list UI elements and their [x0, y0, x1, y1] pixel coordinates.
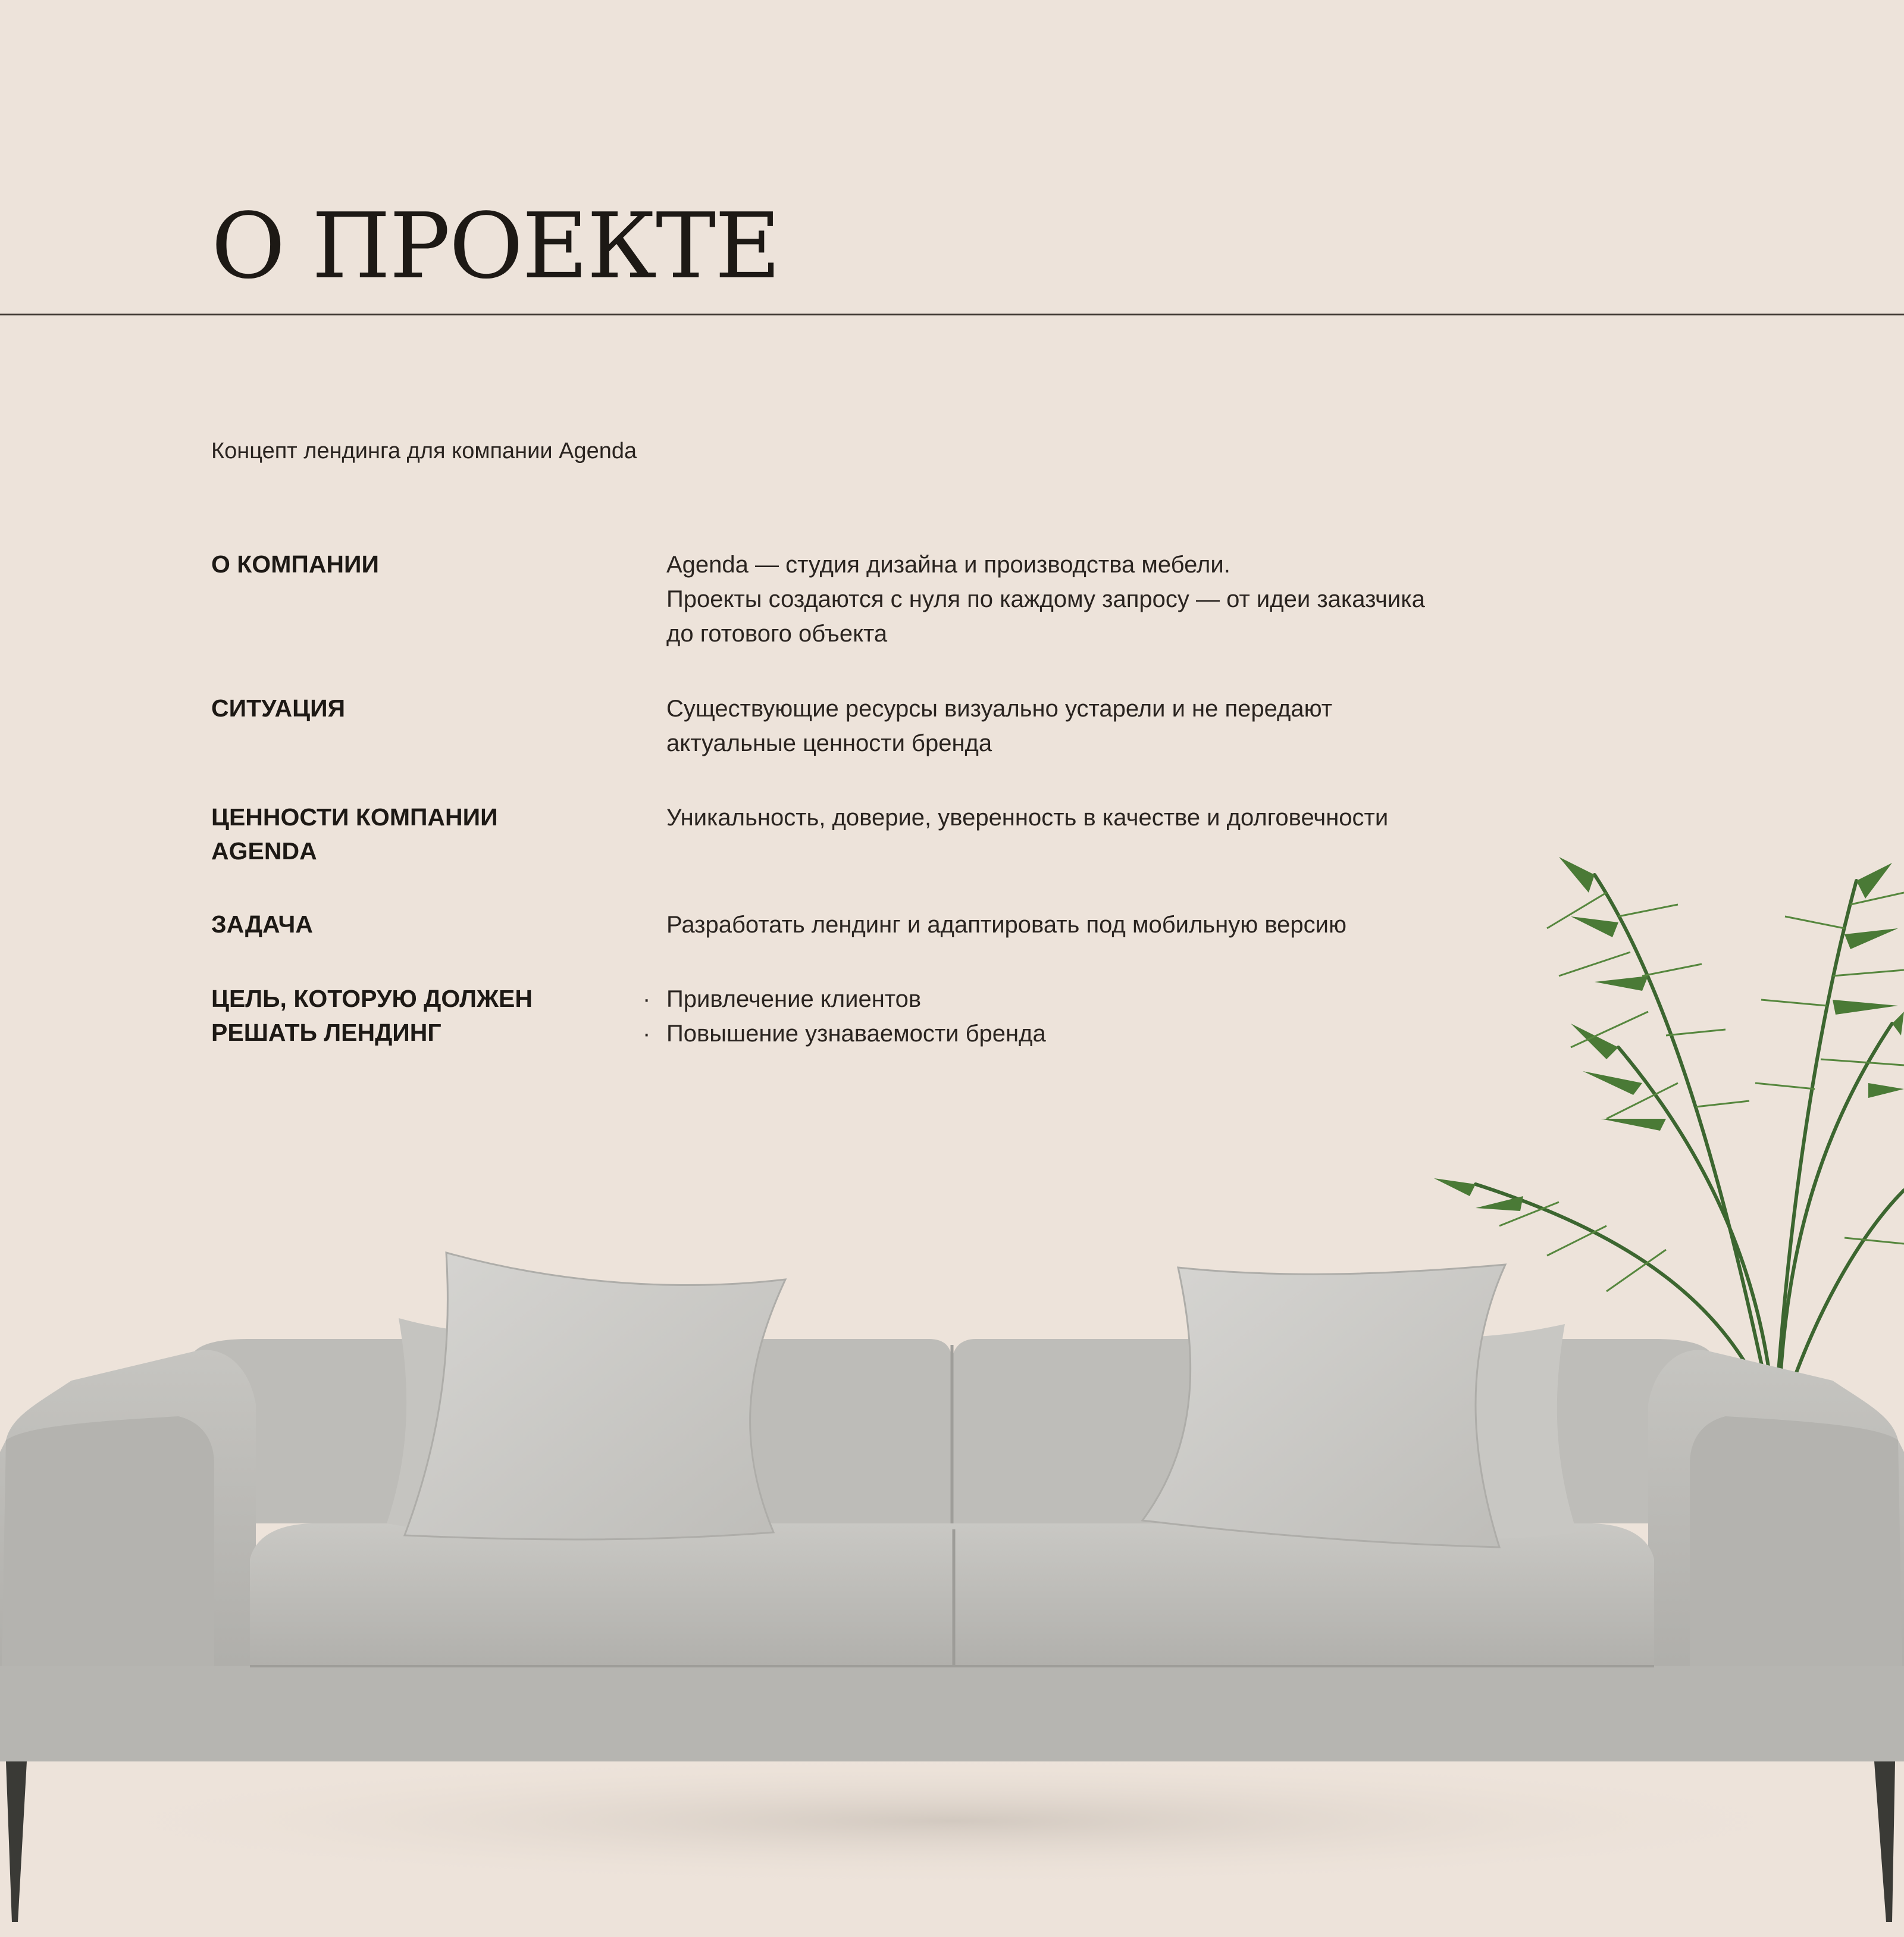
list-item: [643, 1016, 1589, 1051]
info-value-line: Существующие ресурсы визуально устарели и не передают: [666, 696, 1333, 722]
info-label: [211, 800, 598, 868]
info-label-line: AGENDA: [211, 837, 317, 865]
info-value: [666, 908, 1589, 942]
info-label: О КОМПАНИИ: [211, 550, 379, 578]
info-value-line: Agenda — студия дизайна и производства мебели.: [666, 552, 1230, 578]
page-subtitle: Концепт лендинга для компании Agenda: [211, 439, 637, 464]
list-item-text: Повышение узнаваемости бренда: [666, 1021, 1046, 1047]
title-divider: [0, 314, 1904, 315]
info-label: СИТУАЦИЯ: [211, 694, 346, 722]
info-value: [666, 691, 1589, 761]
info-label-line: РЕШАТЬ ЛЕНДИНГ: [211, 1019, 441, 1046]
info-value-line: Проекты создаются с нуля по каждому запросу — от идеи заказчика: [666, 586, 1425, 612]
list-item: [643, 982, 1589, 1016]
goal-list: [643, 982, 1589, 1051]
info-value: [666, 800, 1589, 835]
sofa-icon: [0, 1253, 1904, 1922]
info-value-line: актуальные ценности бренда: [666, 730, 992, 756]
page-title: О ПРОЕКТЕ: [211, 193, 780, 299]
list-item-text: Привлечение клиентов: [666, 986, 922, 1012]
info-value-line: до готового объекта: [666, 621, 888, 647]
info-value-line: Разработать лендинг и адаптировать под мобильную версию: [666, 912, 1346, 938]
info-label-line: ЦЕННОСТИ КОМПАНИИ: [211, 803, 498, 831]
info-label: [211, 982, 598, 1050]
info-value: [643, 982, 1589, 1051]
bullet-icon: ·: [643, 986, 651, 1012]
info-value: [666, 547, 1589, 651]
info-value-line: Уникальность, доверие, уверенность в качестве и долговечности: [666, 805, 1389, 831]
info-label: ЗАДАЧА: [211, 910, 313, 938]
floor-shadow: [60, 1755, 1844, 1886]
bullet-icon: ·: [643, 1021, 651, 1047]
info-label-line: ЦЕЛЬ, КОТОРУЮ ДОЛЖЕН: [211, 985, 533, 1012]
